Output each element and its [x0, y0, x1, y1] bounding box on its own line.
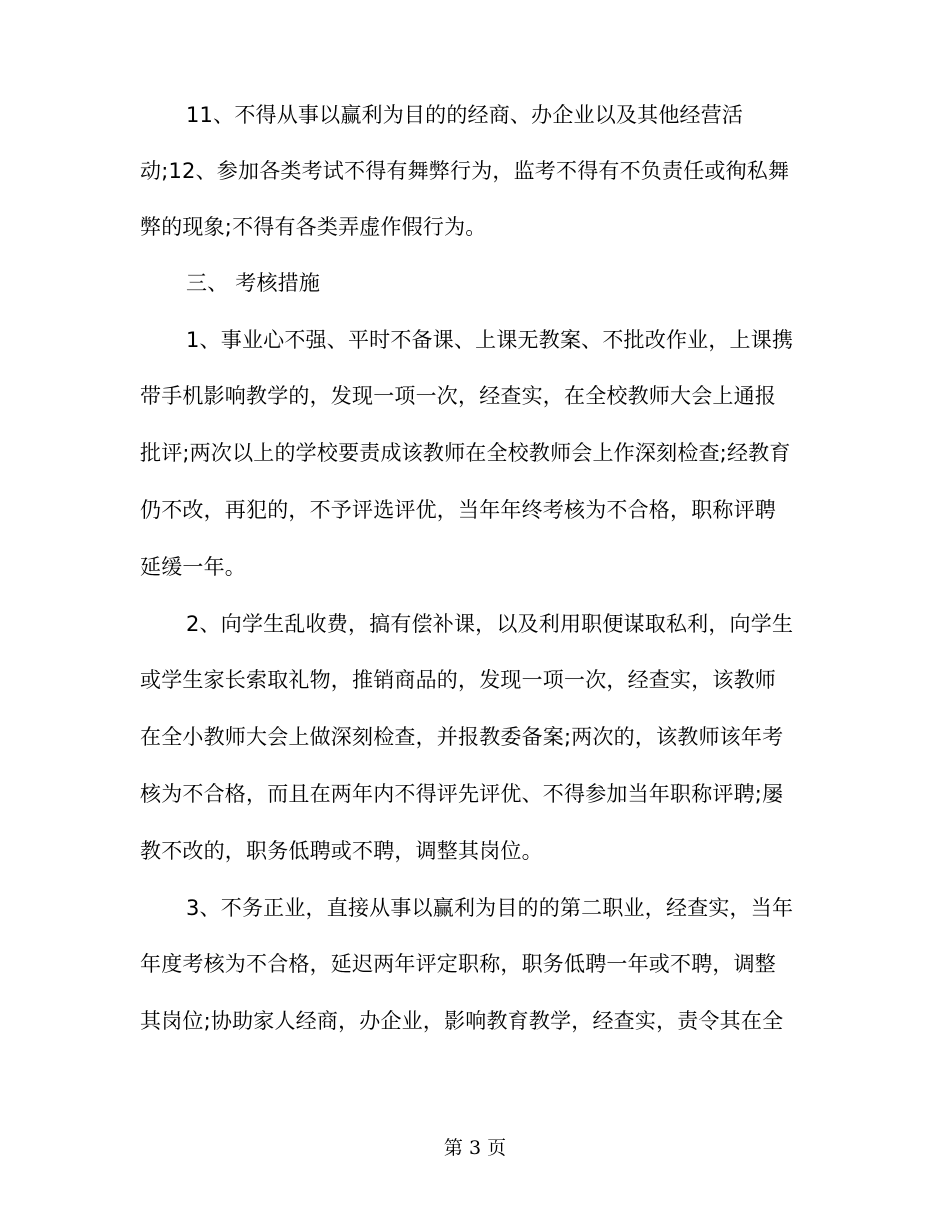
paragraph-line: 延缓一年。: [140, 555, 246, 579]
paragraph-line: 或学生家长索取礼物，推销商品的，发现一项一次，经查实，该教师: [140, 668, 776, 692]
paragraph-line: 批评;两次以上的学校要责成该教师在全校教师会上作深刻检查;经教育: [140, 441, 791, 465]
paragraph-line: 年度考核为不合格，延迟两年评定职称，职务低聘一年或不聘，调整: [140, 952, 776, 976]
paragraph-line: 仍不改，再犯的，不予评选评优，当年年终考核为不合格，职称评聘: [140, 498, 776, 522]
paragraph-line: 1、事业心不强、平时不备课、上课无教案、不批改作业，上课携: [186, 328, 794, 352]
paragraph-line: 核为不合格，而且在两年内不得评先评优、不得参加当年职称评聘;屡: [140, 782, 784, 806]
paragraph-line: 在全小教师大会上做深刻检查，并报教委备案;两次的，该教师该年考: [140, 725, 784, 749]
paragraph-line: 动;12、参加各类考试不得有舞弊行为，监考不得有不负责任或徇私舞: [140, 159, 790, 183]
paragraph-line: 带手机影响教学的，发现一项一次，经查实，在全校教师大会上通报: [140, 384, 776, 408]
paragraph-line: 其岗位;协助家人经商，办企业，影响教育教学，经查实，责令其在全: [140, 1009, 784, 1033]
page-number: 第 3 页: [443, 1137, 507, 1159]
paragraph-line: 教不改的，职务低聘或不聘，调整其岗位。: [140, 839, 543, 863]
paragraph-line: 11、不得从事以赢利为目的的经商、办企业以及其他经营活: [186, 103, 744, 127]
paragraph-line: 弊的现象;不得有各类弄虚作假行为。: [140, 215, 487, 239]
paragraph-line: 3、不务正业，直接从事以赢利为目的的第二职业，经查实，当年: [186, 896, 794, 920]
paragraph-line: 2、向学生乱收费，搞有偿补课，以及利用职便谋取私利，向学生: [186, 612, 794, 636]
section-heading: 三、 考核措施: [186, 271, 321, 295]
